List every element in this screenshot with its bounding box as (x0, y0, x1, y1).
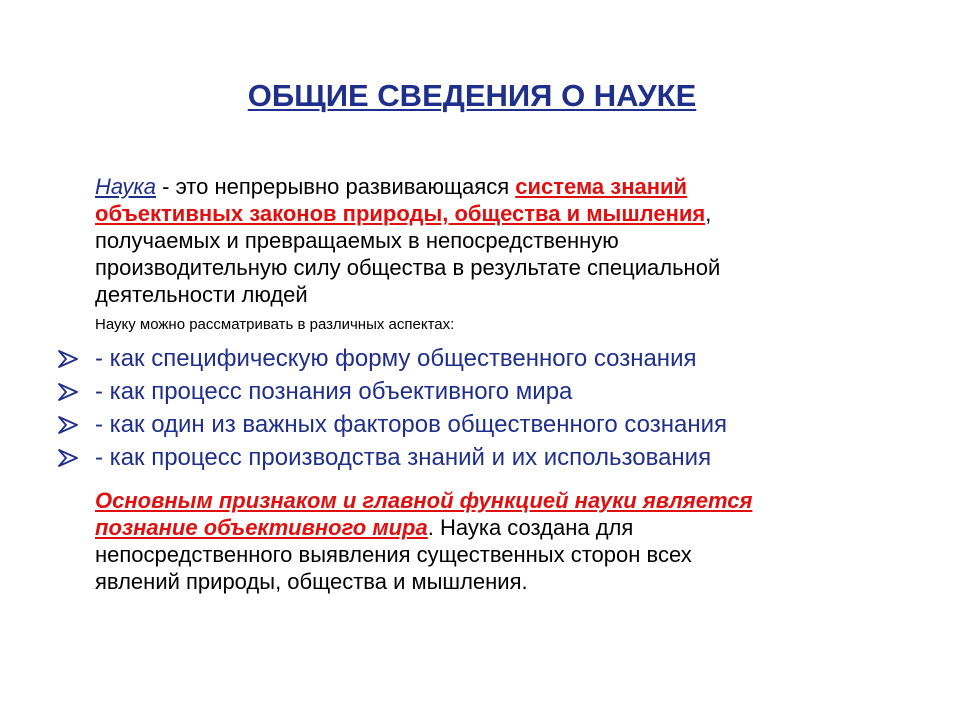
conclusion-paragraph (95, 487, 895, 595)
bullet-text: - как специфическую форму общественного сознания (95, 344, 697, 372)
bullet-text: - как процесс познания объективного мира (95, 377, 573, 405)
aspects-intro: Науку можно рассматривать в различных аспектах: (95, 316, 455, 333)
arrow-bullet-icon (58, 350, 95, 368)
definition-sep: - это непрерывно развивающаяся (156, 174, 516, 199)
definition-highlight-2: объективных законов природы, общества и мышления (95, 201, 706, 226)
conclusion-dot: . (427, 515, 434, 540)
list-item (58, 375, 727, 408)
bullet-text: - как один из важных факторов общественного сознания (95, 410, 727, 438)
definition-highlight-1: система знаний (515, 174, 688, 199)
definition-rest-1: получаемых и превращаемых в непосредственную (95, 228, 619, 253)
list-item (58, 408, 727, 441)
conclusion-rest-3: явлений природы, общества и мышления. (95, 569, 528, 594)
arrow-bullet-icon (58, 416, 95, 434)
conclusion-rest-1: Наука создана для (433, 515, 634, 540)
aspects-list (58, 342, 727, 474)
definition-rest-3: деятельности людей (95, 282, 308, 307)
conclusion-highlight-2: познание объективного мира (95, 515, 428, 540)
definition-comma: , (705, 201, 712, 226)
definition-rest-2: производительную силу общества в результате специальной (95, 255, 721, 280)
definition-paragraph (95, 173, 895, 308)
arrow-bullet-icon (58, 383, 95, 401)
conclusion-highlight-1: Основным признаком и главной функцией науки является (95, 488, 753, 513)
slide-title: ОБЩИЕ СВЕДЕНИЯ О НАУКЕ (247, 78, 697, 113)
list-item (58, 342, 727, 375)
definition-term: Наука (95, 174, 157, 199)
arrow-bullet-icon (58, 449, 95, 467)
bullet-text: - как процесс производства знаний и их использования (95, 443, 712, 471)
list-item (58, 441, 727, 474)
conclusion-rest-2: непосредственного выявления существенных сторон всех (95, 542, 692, 567)
